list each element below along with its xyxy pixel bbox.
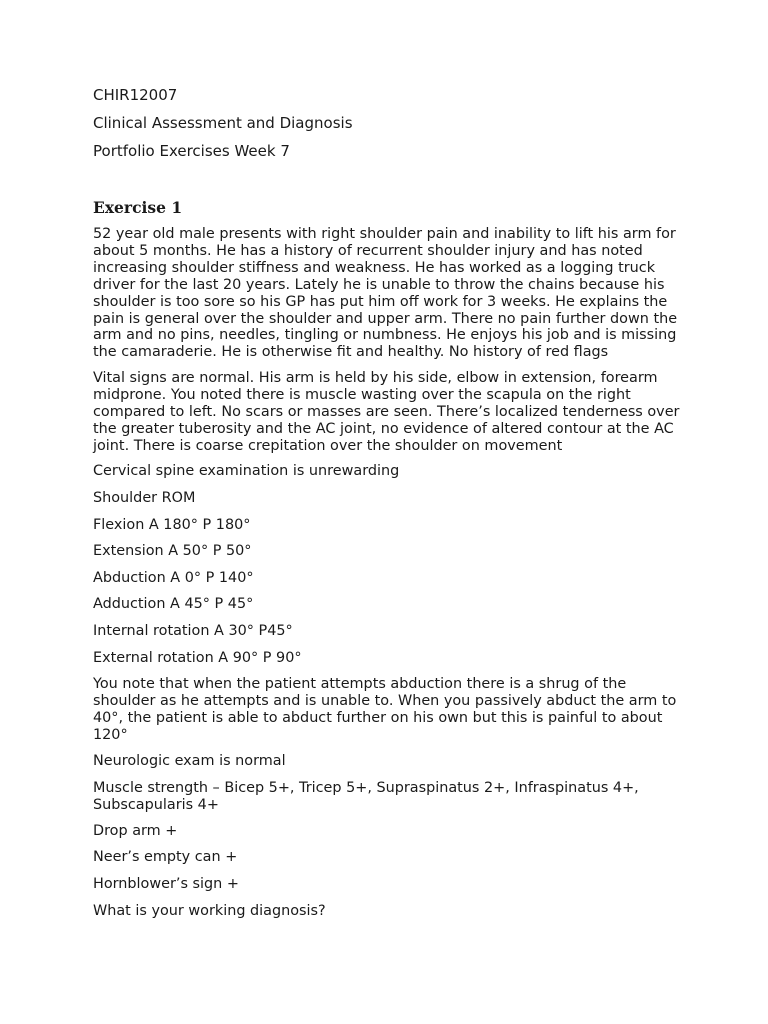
course-code: CHIR12007 [93,86,178,104]
muscle-strength: Muscle strength – Bicep 5+, Tricep 5+, Supraspinatus 2+, Infraspinatus 4+, Subscapularis 4+ [93,780,639,813]
cervical-exam: Cervical spine examination is unrewarding [93,463,400,479]
test-drop-arm: Drop arm + [93,823,178,839]
rom-adduction: Adduction A 45° P 45° [93,596,254,612]
abduction-note: You note that when the patient attempts abduction there is a shrug of the shoulder as he attempts and is unable to. When you passively abduct the arm to 40°, the patient is able to abduct further on his own but this is painful to about 120° [93,676,677,743]
patient-history: 52 year old male presents with right shoulder pain and inability to lift his arm for about 5 months. He has a history of recurrent shoulder injury and has noted increasing shoulder stiffness and weakness. He has worked as a logging truck driver for the last 20 years. Lately he is unable to throw the chains because his shoulder is too sore so his GP has put him off work for 3 weeks. He explains the pain is general over the shoulder and upper arm. There no pain further down the arm and no pins, needles, tingling or numbness. He enjoys his job and is missing the camaraderie. He is otherwise fit and healthy. No history of red flags [93,226,678,361]
rom-extension: Extension A 50° P 50° [93,543,252,559]
neurologic-exam: Neurologic exam is normal [93,753,286,769]
diagnosis-question: What is your working diagnosis? [93,903,326,919]
exercise-heading: Exercise 1 [93,198,183,217]
rom-external-rotation: External rotation A 90° P 90° [93,650,302,666]
test-hornblowers-sign: Hornblower’s sign + [93,876,239,892]
rom-flexion: Flexion A 180° P 180° [93,517,251,533]
rom-internal-rotation: Internal rotation A 30° P45° [93,623,293,639]
vital-signs-paragraph: Vital signs are normal. His arm is held by his side, elbow in extension, forearm midprone. You noted there is muscle wasting over the scapula on the right compared to left. No scars or masses are seen. There’s localized tenderness over the greater tuberosity and the AC joint, no evidence of altered contour at the AC joint. There is coarse crepitation over the shoulder on movement [93,370,680,454]
course-title: Clinical Assessment and Diagnosis [93,114,353,132]
rom-abduction: Abduction A 0° P 140° [93,570,254,586]
rom-heading: Shoulder ROM [93,490,196,506]
test-neers-empty-can: Neer’s empty can + [93,849,238,865]
document-subtitle: Portfolio Exercises Week 7 [93,142,290,160]
